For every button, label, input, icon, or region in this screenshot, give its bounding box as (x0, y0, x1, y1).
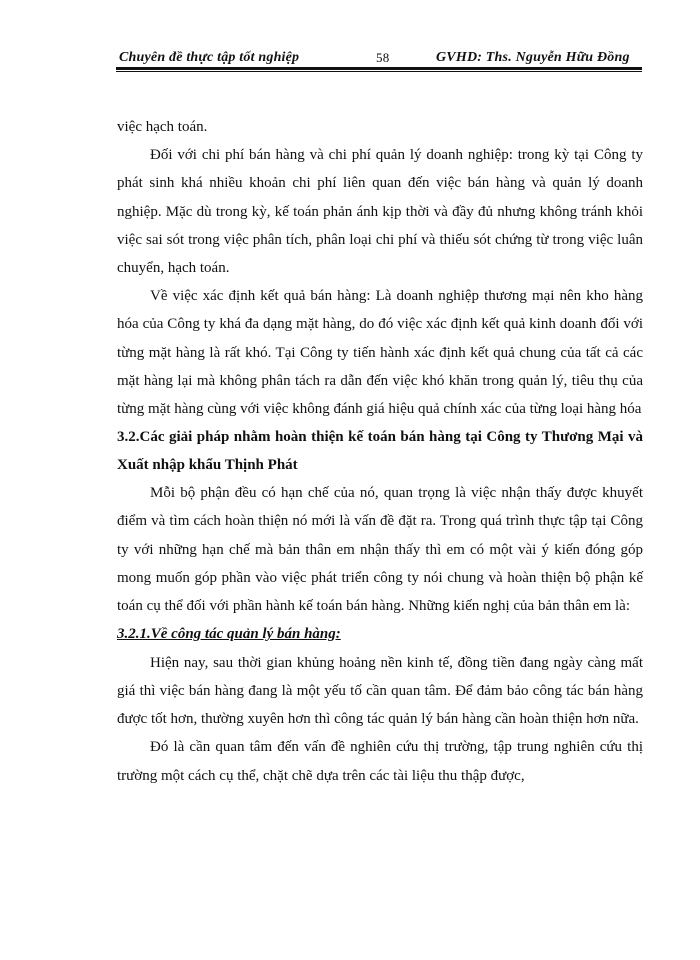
header-rule-thin (116, 71, 642, 72)
paragraph-market-research: Đó là cần quan tâm đến vấn đề nghiên cứu thị trường, tập trung nghiên cứu thị trường một cách cụ thể, chặt chẽ dựa trên các tài liệu thu thập được, (117, 739, 643, 784)
paragraph-selling-admin-costs: Đối với chi phí bán hàng và chi phí quản lý doanh nghiệp: trong kỳ tại Công ty phát sinh khá nhiều khoản chi phí liên quan đến việc bán hàng và quản lý doanh nghiệp. Mặc dù trong kỳ, kế toán phản ánh kịp thời và đầy đủ nhưng không tránh khỏi việc sai sót trong việc phân tích, phân loại chi phí và thiếu sót chứng từ trong việc luân chuyển, hạch toán. (117, 147, 643, 277)
header-rule-thick (116, 67, 642, 70)
section-heading-3-2: 3.2.Các giải pháp nhằm hoàn thiện kế toán bán hàng tại Công ty Thương Mại và Xuất nhập khẩu Thịnh Phát (117, 429, 643, 474)
subsection-heading-3-2-1: 3.2.1.Về công tác quản lý bán hàng: (117, 626, 341, 643)
paragraph-continuation: việc hạch toán. (117, 119, 208, 135)
page-header (0, 0, 700, 70)
header-supervisor: GVHD: Ths. Nguyễn Hữu Đồng (436, 50, 630, 65)
header-page-number: 58 (376, 50, 390, 65)
page-body (117, 113, 643, 790)
header-document-title: Chuyên đề thực tập tốt nghiệp (119, 50, 300, 65)
paragraph-sales-result: Về việc xác định kết quả bán hàng: Là doanh nghiệp thương mại nên kho hàng hóa của Công ty khá đa dạng mặt hàng, do đó việc xác định kết quả kinh doanh đối với từng mặt hàng là rất khó. Tại Công ty tiến hành xác định kết quả chung của tất cả các mặt hàng lại mà không phân tách ra dẫn đến việc khó khăn trong quản lý, tiêu thụ của từng mặt hàng cùng với việc không đánh giá hiệu quả chính xác của từng loại hàng hóa (117, 288, 643, 418)
paragraph-recommendations-intro: Mỗi bộ phận đều có hạn chế của nó, quan trọng là việc nhận thấy được khuyết điểm và tìm cách hoàn thiện nó mới là vấn đề đặt ra. Trong quá trình thực tập tại Công ty với những hạn chế mà bản thân em nhận thấy thì em có một vài ý kiến đóng góp mong muốn góp phần vào việc phát triển công ty nói chung và hoàn thiện bộ phận kế toán cụ thể đối với phần hành kế toán bán hàng. Những kiến nghị của bản thân em là: (117, 485, 643, 615)
paragraph-sales-management: Hiện nay, sau thời gian khủng hoảng nền kinh tế, đồng tiền đang ngày càng mất giá thì việc bán hàng đang là một yếu tố cần quan tâm. Để đảm bảo công tác bán hàng được tốt hơn, thường xuyên hơn thì công tác quản lý bán hàng cần hoàn thiện hơn nữa. (117, 654, 643, 728)
